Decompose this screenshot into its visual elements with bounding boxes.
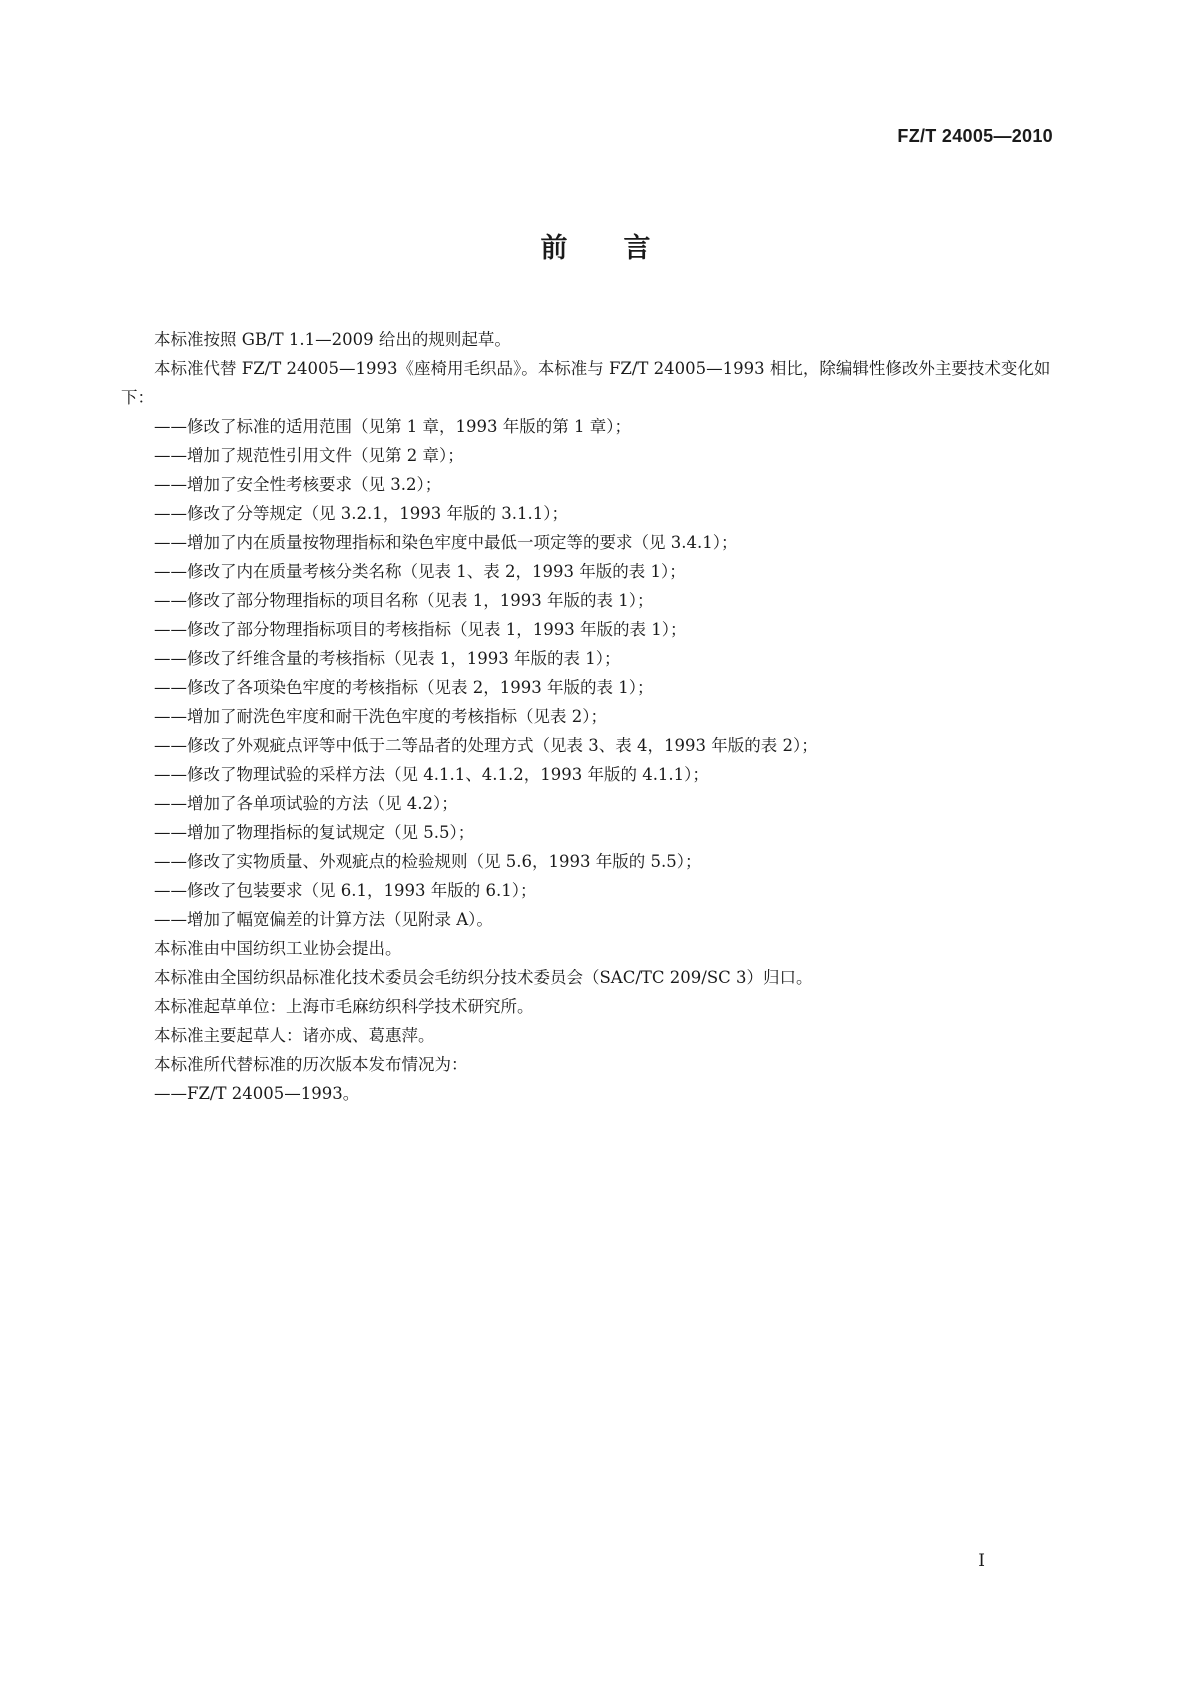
change-item: ——增加了物理指标的复试规定（见 5.5）； <box>154 823 475 842</box>
change-item: ——修改了外观疵点评等中低于二等品者的处理方式（见表 3、表 4，1993 年版的表 2）； <box>154 736 818 755</box>
change-item: ——修改了包装要求（见 6.1，1993 年版的 6.1）； <box>154 881 537 900</box>
change-item: ——修改了各项染色牢度的考核指标（见表 2，1993 年版的表 1）； <box>154 678 654 697</box>
change-item: ——增加了安全性考核要求（见 3.2）； <box>154 475 442 494</box>
change-item: ——修改了内在质量考核分类名称（见表 1、表 2，1993 年版的表 1）； <box>154 562 686 581</box>
intro-paragraph: 本标准按照 GB/T 1.1—2009 给出的规则起草。 <box>154 330 511 349</box>
change-item: ——修改了物理试验的采样方法（见 4.1.1、4.1.2，1993 年版的 4.1.1）； <box>154 765 709 784</box>
change-item: ——增加了内在质量按物理指标和染色牢度中最低一项定等的要求（见 3.4.1）； <box>154 533 738 552</box>
change-item: ——修改了分等规定（见 3.2.1，1993 年版的 3.1.1）； <box>154 504 568 523</box>
closing-paragraph: 本标准所代替标准的历次版本发布情况为： <box>154 1055 468 1074</box>
change-item: ——增加了耐洗色牢度和耐干洗色牢度的考核指标（见表 2）； <box>154 707 607 726</box>
change-item: ——修改了部分物理指标的项目名称（见表 1，1993 年版的表 1）； <box>154 591 654 610</box>
change-item: ——修改了部分物理指标项目的考核指标（见表 1，1993 年版的表 1）； <box>154 620 687 639</box>
change-item: ——修改了标准的适用范围（见第 1 章，1993 年版的第 1 章）； <box>154 417 631 436</box>
change-item: ——修改了实物质量、外观疵点的检验规则（见 5.6，1993 年版的 5.5）； <box>154 852 702 871</box>
standard-code: FZ/T 24005—2010 <box>897 126 1053 146</box>
change-item: ——增加了各单项试验的方法（见 4.2）； <box>154 794 458 813</box>
closing-paragraph: 本标准由全国纺织品标准化技术委员会毛纺织分技术委员会（SAC/TC 209/SC 3）归口。 <box>154 968 813 987</box>
previous-version-item: ——FZ/T 24005—1993。 <box>154 1084 360 1103</box>
intro-paragraph: 本标准代替 FZ/T 24005—1993《座椅用毛织品》。本标准与 FZ/T 24005—1993 相比，除编辑性修改外主要技术变化如下： <box>121 359 1051 407</box>
foreword-body <box>121 325 1053 1108</box>
closing-paragraph: 本标准主要起草人：诸亦成、葛惠萍。 <box>154 1026 435 1045</box>
page-title: 前言 <box>540 233 707 264</box>
closing-paragraph: 本标准起草单位：上海市毛麻纺织科学技术研究所。 <box>154 997 534 1016</box>
change-item: ——修改了纤维含量的考核指标（见表 1，1993 年版的表 1）； <box>154 649 621 668</box>
page-number: I <box>978 1551 985 1571</box>
change-item: ——增加了幅宽偏差的计算方法（见附录 A）。 <box>154 910 493 929</box>
changes-list <box>121 412 1053 934</box>
closing-paragraph: 本标准由中国纺织工业协会提出。 <box>154 939 402 958</box>
change-item: ——增加了规范性引用文件（见第 2 章）； <box>154 446 464 465</box>
